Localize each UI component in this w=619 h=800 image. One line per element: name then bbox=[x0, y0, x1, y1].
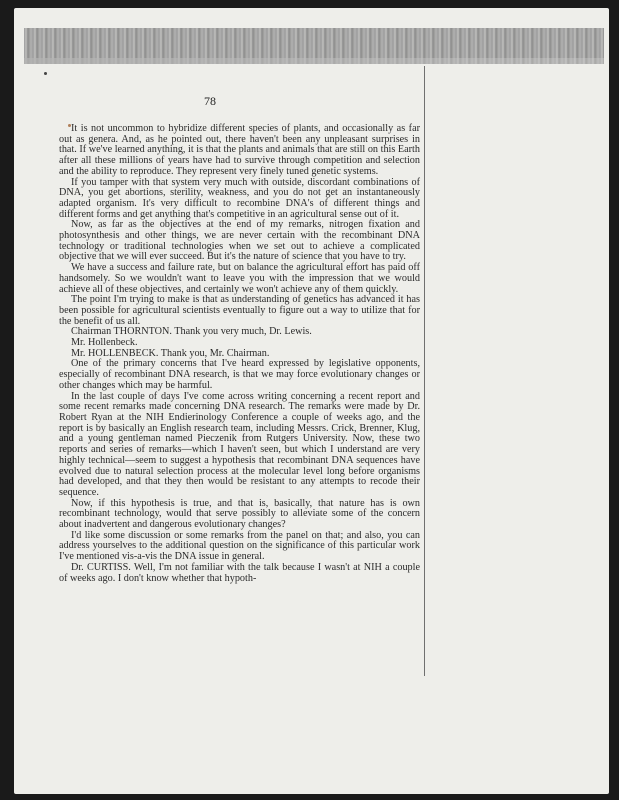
paragraph: Mr. Hollenbeck. bbox=[71, 337, 138, 349]
page-number: 78 bbox=[204, 94, 216, 108]
paragraph: It is not uncommon to hybridize different species of plants, and occasionally as far out as genera. And, as he pointed out, there haven't been any unpleasant surprises in that. If we've learned anything, it is that the plants and animals that are still on this Earth after all these millions of years have had to survive through competition and selection and the ability to reproduce. They represent very finely tuned genetic systems. bbox=[59, 123, 420, 177]
margin-rule bbox=[424, 66, 425, 676]
paragraph: In the last couple of days I've come across writing concerning a recent report and some recent remarks made concerning DNA research. The remarks were made by Dr. Robert Ryan at the NIH Endierinology Conference a couple of weeks ago, and the report is by basically an English research team, including Messrs. Crick, Brenner, Klug, and a young gentleman named Pieczenik from Rutgers University. Now, these two reports and series of remarks—which I haven't seen, but which I understand are very highly technical—seem to suggest a hypothesis that recombinant DNA sequences have evolved due to natural selection process at the molecular level long before organisms had developed, and that they then would be resistant to any attempts to recode their sequence. bbox=[59, 390, 420, 498]
paragraph: Dr. CURTISS. Well, I'm not familiar with the talk because I wasn't at NIH a couple of weeks ago. I don't know whether that hypoth- bbox=[59, 561, 420, 584]
paragraph: Mr. HOLLENBECK. Thank you, Mr. Chairman. bbox=[71, 347, 270, 359]
paragraph: I'd like some discussion or some remarks from the panel on that; and also, you can address yourselves to the additional question on the significance of this particular work I've mentioned vis-a-vis the DNA issue in general. bbox=[59, 529, 420, 563]
speck-mark bbox=[44, 72, 47, 75]
body-text bbox=[59, 124, 420, 584]
scan-artifact-band bbox=[24, 28, 604, 64]
paragraph: Now, as far as the objectives at the end of my remarks, nitrogen fixation and photosynthesis and other things, we are never certain with the recombinant DNA technology or traditional technologies when we set out to achieve a complicated objective that we will ever succeed. But it's the nature of science that you have to try. bbox=[59, 219, 420, 263]
paragraph: The point I'm trying to make is that as understanding of genetics has advanced it has been possible for agricultural scientists eventually to figure out a way to utilize that for the benefit of us all. bbox=[59, 294, 420, 327]
paragraph: Now, if this hypothesis is true, and that is, basically, that nature has is own recombinant technology, would that serve possibly to alleviate some of the concern about inadvertent and dangerous evolutionary changes? bbox=[59, 497, 420, 531]
paragraph: If you tamper with that system very much with outside, discordant combinations of DNA, you get abortions, sterility, weakness, and you do not get an instantaneously adapted organism. It's very difficult to recombine DNA's of different things and different forms and get anything that's competitive in an agricultural sense out of it. bbox=[59, 176, 420, 220]
paragraph: We have a success and failure rate, but on balance the agricultural effort has paid off handsomely. So we wouldn't want to leave you with the impression that we would achieve all of these objectives, and certainly we won't achieve any of them quickly. bbox=[59, 262, 420, 295]
paragraph: Chairman THORNTON. Thank you very much, Dr. Lewis. bbox=[71, 326, 312, 338]
paragraph: One of the primary concerns that I've heard expressed by legislative opponents, especially of recombinant DNA research, is that we may force evolutionary changes or other changes which may be harmful. bbox=[59, 358, 420, 391]
